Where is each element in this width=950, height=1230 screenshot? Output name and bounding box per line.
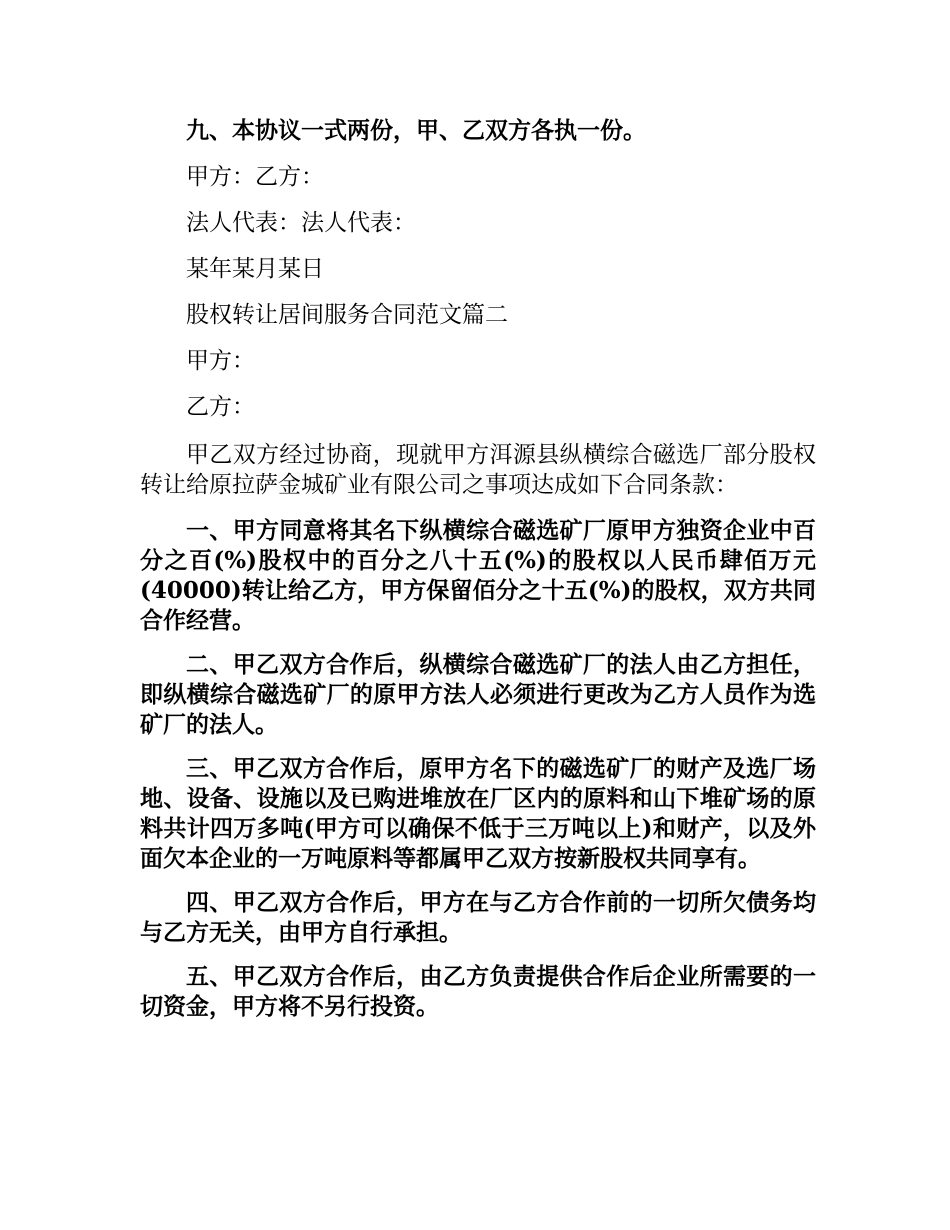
- signature-parties: 甲方：乙方：: [186, 164, 324, 190]
- party-b-label: 乙方：: [186, 394, 255, 420]
- intro-paragraph: 甲乙双方经过协商，现就甲方洱源县纵横综合磁选厂部分股权转让给原拉萨金城矿业有限公司之事项达成如下合同条款：: [140, 442, 816, 498]
- signature-date: 某年某月某日: [186, 256, 324, 282]
- clause-four: 四、甲乙双方合作后，甲方在与乙方合作前的一切所欠债务均与乙方无关，由甲方自行承担。: [140, 889, 816, 946]
- clause-one: 一、甲方同意将其名下纵横综合磁选矿厂原甲方独资企业中百分之百(%)股权中的百分之八十五(%)的股权以人民币肆佰万元(40000)转让给乙方，甲方保留佰分之十五(%)的股权，双方共同合作经营。: [140, 517, 816, 634]
- clause-nine: 九、本协议一式两份，甲、乙双方各执一份。: [186, 117, 646, 144]
- clause-five: 五、甲乙双方合作后，由乙方负责提供合作后企业所需要的一切资金，甲方将不另行投资。: [140, 963, 816, 1020]
- clause-three: 三、甲乙双方合作后，原甲方名下的磁选矿厂的财产及选厂场地、设备、设施以及已购进堆放在厂区内的原料和山下堆矿场的原料共计四万多吨(甲方可以确保不低于三万吨以上)和财产，以及外面欠本企业的一万吨原料等都属甲乙双方按新股权共同享有。: [140, 755, 816, 872]
- clause-two: 二、甲乙双方合作后，纵横综合磁选矿厂的法人由乙方担任，即纵横综合磁选矿厂的原甲方法人必须进行更改为乙方人员作为选矿厂的法人。: [140, 651, 816, 738]
- party-a-label: 甲方：: [186, 348, 255, 374]
- signature-representatives: 法人代表：法人代表：: [186, 210, 416, 236]
- document-body: [140, 108, 816, 1022]
- document-subtitle: 股权转让居间服务合同范文篇二: [186, 302, 508, 328]
